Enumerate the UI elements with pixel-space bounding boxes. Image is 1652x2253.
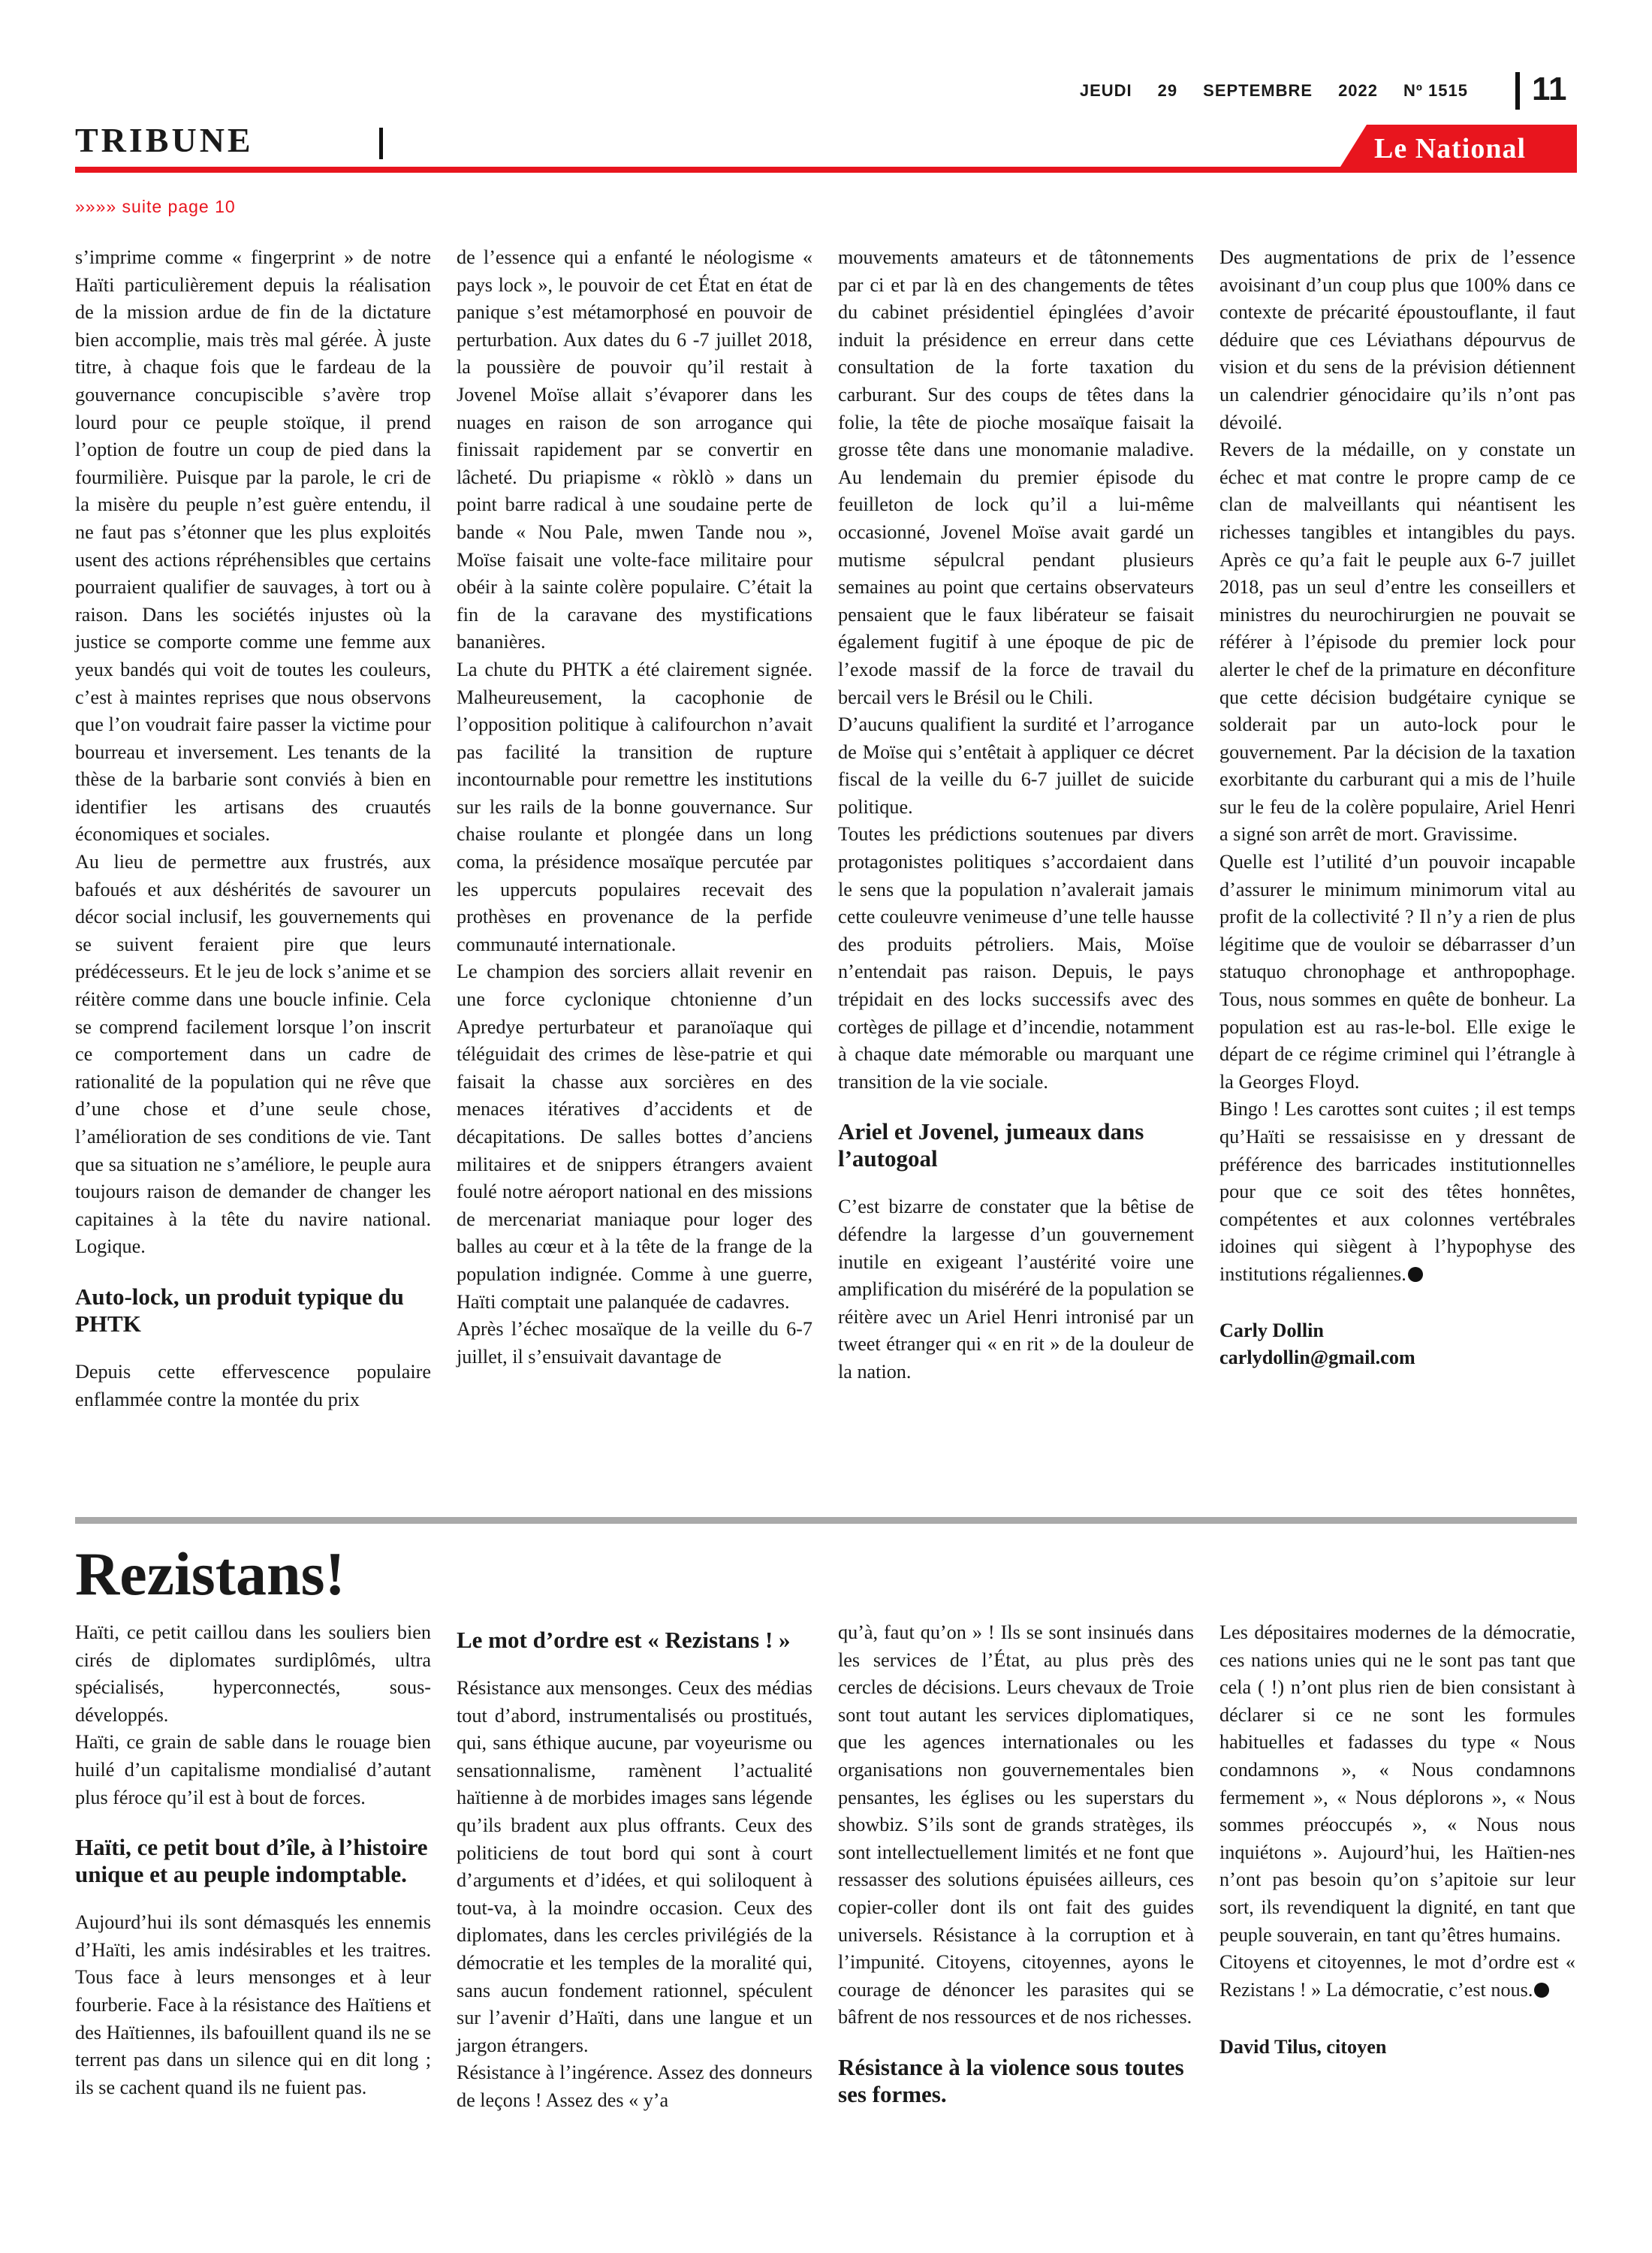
date-day: JEUDI [1079,81,1132,100]
subheading: Haïti, ce petit bout d’île, à l’histoire unique et au peuple indomptable. [75,1834,428,1888]
continued-from: »»»» suite page 10 [75,197,236,216]
article2-title: Rezistans! [75,1540,345,1608]
subheading: Auto-lock, un produit typique du PHTK [75,1283,404,1337]
paragraph: Revers de la médaille, on y constate un échec et mat contre le propre camp de ce clan de malveillants qui néantisent les richesses tangibles et intangibles du pays. Après ce qu’a fait le peuple aux 6-7 juillet 2018, pas un seul d’entre les conseillers et ministres du neurochirurgien ne pouvait se référer à l’épisode du premier lock pour alerter le chef de la primature en déconfiture que cette décision budgétaire cynique se solderait par un auto-lock pour le gouvernement. Par la décision de la taxation exorbitante du carburant qui a mis de l’huile sur le feu de la colère populaire, Ariel Henri a signé son arrêt de mort. Gravissime. [1219,439,1575,846]
section-divider [379,128,383,159]
paragraph: Quelle est l’utilité d’un pouvoir incapable d’assurer le minimum minimorum vital au profit de la collectivité ? Il n’y a rien de plus légitime que de vouloir se débarrasser d’un statuquo chronophage et anthropophage. Tous, nous sommes en quête de bonheur. La population est au ras-le-bol. Elle exige le départ de ce régime criminel qui l’étrangle à la Georges Floyd. [1219,851,1575,1093]
article1-column-3 [838,244,1194,1386]
page-number-divider [1515,72,1520,110]
article2-column-3 [838,1619,1194,2129]
paragraph: mouvements amateurs et de tâtonnements par ci et par là en des changements de têtes du cabinet présidentiel épinglées d’avoir induit la présidence en erreur dans cette consultation de la forte taxation du carburant. Sur des coups de têtes dans la folie, la tête de pioche mosaïque faisait la grosse tête dans une monomanie maladive. Au lendemain du premier épisode du feuilleton de lock qu’il a lui-même occasionné, Jovenel Moïse avait gardé un mutisme sépulcral pendant plusieurs semaines au point que certains observateurs pensaient que le faux libérateur se faisait également fugitif à une époque de pic de l’exode massif de la force de travail du bercail vers le Brésil ou le Chili. [838,246,1194,708]
paragraph: Résistance à l’ingérence. Assez des donneurs de leçons ! Assez des « y’a [457,2061,812,2111]
article2-column-4 [1219,1619,1575,2061]
paragraph-text: Bingo ! Les carottes sont cuites ; il est temps qu’Haïti se ressaisisse en y dressant de préférence des barricades institutionnelles pour que ce soit des têtes honnêtes, compétentes et aux colonnes vertébrales idoines qui siègent à l’hypophyse des institutions régaliennes. [1219,1098,1575,1285]
section-title: TRIBUNE [75,121,254,159]
paragraph: qu’à, faut qu’on » ! Ils se sont insinués dans les services de l’État, au plus près des cercles de décisions. Leurs chevaux de Troie sont tout autant les services diplomatiques, que les agences internationales ou les organisations non gouvernementales bien pensantes, les églises ou les superstars du showbiz. S’ils sont de grands stratèges, ils sont intellectuellement limités et ne font que ressasser des solutions épuisées ailleurs, ces copier-coller dont ils ont fait des guides universels. Résistance à la corruption et à l’impunité. Citoyens, citoyennes, ayons le courage de dénoncer les parasites qui se bâfrent de nos ressources et de nos richesses. [838,1621,1194,2028]
end-mark-icon [1408,1267,1423,1282]
paragraph: Toutes les prédictions soutenues par divers protagonistes politiques s’accordaient dans le sens que la population n’avalerait jamais cette couleuvre venimeuse d’une telle hausse des produits pétroliers. Mais, Moïse n’entendait pas raison. Depuis, le pays trépidait en des locks successifs avec des cortèges de pillage et d’incendie, notamment à chaque date mémorable ou marquant une transition de la vie sociale. [838,823,1194,1093]
paragraph: C’est bizarre de constater que la bêtise de défendre la largesse d’un gouvernement inutile en exigeant l’austérité voire une amplification du miséréré de la population se réitère avec un Ariel Henri intronisé par un tweet étranger qui « en rit » de la douleur de la nation. [838,1196,1194,1383]
article1-column-2 [457,244,812,1371]
masthead-date [1080,81,1468,101]
article1-column-4 [1219,244,1575,1372]
issue-number: Nº 1515 [1403,81,1468,100]
paragraph: Des augmentations de prix de l’essence avoisinant d’un coup plus que 100% dans ce contexte de précarité époustouflante, il faut déduire que ces Léviathans dépourvus de vision et du sens de la prévision détiennent un calendrier génocidaire qu’ils n’ont pas dévoilé. [1219,246,1575,433]
article-divider [75,1517,1577,1524]
end-mark-icon [1534,1983,1549,1998]
paragraph [1219,1096,1575,1288]
article1-column-1 [75,244,431,1413]
paragraph: de l’essence qui a enfanté le néologisme « pays lock », le pouvoir de cet État en état de panique s’est métamorphosé en pouvoir de perturbation. Aux dates du 6 -7 juillet 2018, la poussière de pouvoir qu’il restait à Jovenel Moïse allait s’évaporer dans les nuages en raison de son arrogance qui finissait rapidement par se convertir en lâcheté. Du priapisme « ròklò » dans un point barre radical à une soudaine perte de bande « Nou Pale, mwen Tande nou », Moïse faisait une volte-face militaire pour obéir à la sainte colère populaire. C’était la fin de la caravane des mystifications bananières. [457,246,812,653]
paragraph: La chute du PHTK a été clairement signée. Malheureusement, la cacophonie de l’opposition politique à califourchon n’avait pas facilité la transition de rupture incontournable pour remettre les institutions sur les rails de la bonne gouvernance. Sur chaise roulante et plongée dans un long coma, la présidence mosaïque percutée par les uppercuts populaires recevait des prothèses en provenance de la perfide communauté internationale. [457,658,812,955]
article2-column-1 [75,1619,431,2101]
paragraph: Le champion des sorciers allait revenir en une force cyclonique chtonienne d’un Apredye perturbateur et paranoïaque qui téléguidait des crimes de lèse-patrie et qui faisait la chasse aux sorcières en des menaces itératives d’accidents et de décapitations. De salles bottes d’anciens militaires et de snippers étrangers avaient foulé notre aéroport national en des missions de mercenariat maniaque pour loger des balles au cœur et à la tête de la frange de la population indignée. Comme à une guerre, Haïti comptait une palanquée de cadavres. [457,961,812,1313]
paragraph: Les dépositaires modernes de la démocratie, ces nations unies qui ne le sont pas tant que cela ( !) n’ont plus rien de bien consistant à déclarer si ce ne sont les formules habituelles et fadasses du type « Nous condamnons », « Nous condamnons fermement », « Nous déplorons », « Nous sommes préoccupés », « Nous nous inquiétons ». Aujourd’hui, les Haïtien-nes n’ont pas besoin qu’on s’apitoie sur leur sort, ils revendiquent la dignité, en tant que peuple souverain, en tant qu’êtres humains. [1219,1621,1575,1946]
article2-column-2 [457,1619,812,2115]
date-month: SEPTEMBRE [1203,81,1313,100]
paragraph: Haïti, ce grain de sable dans le rouage bien huilé d’un capitalisme mondialisé d’autant plus féroce qu’il est à bout de forces. [75,1731,431,1808]
paragraph: Haïti, ce petit caillou dans les souliers bien cirés de diplomates surdiplômés, ultra spécialisés, hyperconnectés, sous-développés. [75,1621,431,1726]
subheading: Résistance à la violence sous toutes ses formes. [838,2053,1184,2107]
subheading: Le mot d’ordre est « Rezistans ! » [457,1627,791,1653]
paragraph: Aujourd’hui ils sont démasqués les ennemis d’Haïti, les amis indésirables et les traitres. Tous face à leurs mensonges et à leur fourberie. Face à la résistance des Haïtiens et des Haïtiennes, ils bafouillent quand ils ne se terrent pas dans un silence qui en dit long ; ils se cachent quand ils ne fuient pas. [75,1911,431,2098]
subheading: Ariel et Jovenel, jumeaux dans l’autogoal [838,1118,1144,1172]
paragraph [1219,1949,1575,2004]
paragraph: s’imprime comme « fingerprint » de notre Haïti particulièrement depuis la réalisation de la mission ardue de fin de la dictature bien accomplie, mais très mal gérée. À juste titre, à chaque fois que le fardeau de la gouvernance concupiscible s’avère trop lourd pour ce peuple stoïque, il prend l’option de foutre un coup de pied dans la fourmilière. Puisque par la parole, le cri de la misère du peuple n’est guère entendu, il ne faut pas s’étonner que les plus exploités usent des actions répréhensibles que certains pourraient qualifier de sauvages, à tort ou à raison. Dans les sociétés injustes où la justice se comporte comme une femme aux yeux bandés qui voit de toutes les couleurs, c’est à maintes reprises que nous observons que l’on voudrait faire passer la victime pour bourreau et inversement. Les tenants de la thèse de la barbarie sont conviés à bien en identifier les artisans des cruautés économiques et sociales. [75,246,431,846]
paragraph: Après l’échec mosaïque de la veille du 6-7 juillet, il s’ensuivait davantage de [457,1318,812,1368]
date-number: 29 [1157,81,1178,100]
author-email: carlydollin@gmail.com [1219,1347,1415,1369]
paragraph: Au lieu de permettre aux frustrés, aux bafoués et aux déshérités de savourer un décor social inclusif, les gouvernements qui se suivent feraient pire que leurs prédécesseurs. Et le jeu de lock s’anime et se réitère comme dans une boucle infinie. Cela se comprend facilement lorsque l’on inscrit ce comportement dans un cadre de rationalité de la population qui ne rêve que d’une chose et d’une seule chose, l’amélioration de ses conditions de vie. Tant que sa situation ne s’améliore, le peuple aura toujours raison de demander de changer les capitaines à la tête du navire national. Logique. [75,851,431,1258]
date-year: 2022 [1338,81,1379,100]
page-number: 11 [1532,71,1567,107]
paragraph: D’aucuns qualifient la surdité et l’arrogance de Moïse qui s’entêtait à appliquer ce décret fiscal de la veille du 6-7 juillet de suicide politique. [838,713,1194,818]
brand-logo: Le National [1374,133,1527,164]
author-name: David Tilus, citoyen [1219,2036,1387,2058]
author-name: Carly Dollin [1219,1319,1324,1341]
paragraph-text: Citoyens et citoyennes, le mot d’ordre est « Rezistans ! » La démocratie, c’est nous. [1219,1951,1575,2001]
paragraph: Résistance aux mensonges. Ceux des médias tout d’abord, instrumentalisés ou prostitués, qui, sans éthique aucune, par voyeurisme ou sensationnalisme, ramènent l’actualité haïtienne à de morbides images sans légende qu’ils bradent aux plus offrants. Ceux des politiciens de tout bord qui sont à court d’arguments et d’idées, et qui soliloquent à tout-va, à la moindre occasion. Ceux des diplomates, dans les cercles privilégiés de la démocratie et les temples de la moralité qui, sans aucun fondement rationnel, spéculent sur l’avenir d’Haïti, dans une langue et un jargon étrangers. [457,1677,812,2056]
paragraph: Depuis cette effervescence populaire enflammée contre la montée du prix [75,1360,431,1410]
